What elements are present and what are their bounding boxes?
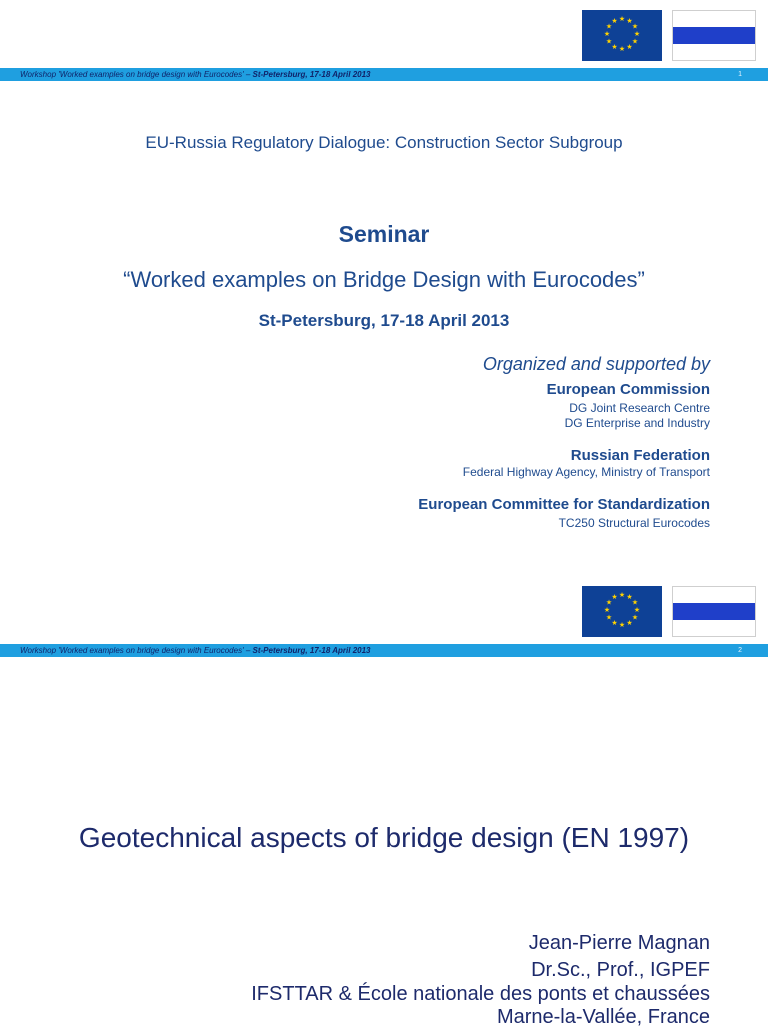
svg-text:★: ★ — [618, 621, 626, 629]
talk-title: Geotechnical aspects of bridge design (EN 1997) — [78, 822, 690, 853]
author-degrees: Dr.Sc., Prof., IGPEF — [531, 959, 710, 981]
page-number: 1 — [738, 71, 742, 78]
svg-text:★: ★ — [631, 37, 639, 46]
header-bar — [0, 644, 768, 657]
org-name: European Commission — [546, 381, 710, 398]
eu-flag-icon — [582, 10, 662, 61]
svg-text:★: ★ — [603, 30, 611, 38]
seminar-place-date: St-Petersburg, 17-18 April 2013 — [258, 311, 510, 330]
org-name: Russian Federation — [570, 447, 710, 464]
svg-text:★: ★ — [618, 15, 626, 23]
svg-text:★: ★ — [605, 22, 613, 31]
org-line: DG Enterprise and Industry — [564, 416, 710, 430]
header-workshop: Workshop 'Worked examples on bridge design with Eurocodes' – — [20, 646, 251, 655]
svg-text:★: ★ — [618, 45, 626, 53]
svg-text:★: ★ — [633, 30, 641, 38]
org-name: European Committee for Standardization — [418, 496, 710, 513]
header-text — [20, 69, 371, 80]
header-place-date: St-Petersburg, 17-18 April 2013 — [252, 70, 371, 79]
page-number: 2 — [738, 647, 742, 654]
svg-text:★: ★ — [626, 43, 633, 51]
svg-text:★: ★ — [626, 619, 633, 627]
svg-text:★: ★ — [603, 606, 611, 614]
header-place-date: St-Petersburg, 17-18 April 2013 — [252, 646, 371, 655]
svg-text:★: ★ — [605, 37, 613, 46]
slide-2 — [0, 576, 768, 1028]
author-affiliation: IFSTTAR & École nationale des ponts et chaussées — [251, 983, 710, 1005]
org-line: DG Joint Research Centre — [569, 401, 710, 415]
svg-text:★: ★ — [631, 22, 639, 31]
svg-text:★: ★ — [626, 593, 633, 601]
dialogue-title: EU-Russia Regulatory Dialogue: Construction Sector Subgroup — [145, 133, 623, 152]
svg-text:★: ★ — [611, 619, 618, 627]
organized-by: Organized and supported by — [482, 354, 710, 374]
svg-text:★: ★ — [611, 593, 618, 601]
seminar-heading: Seminar — [338, 221, 430, 247]
svg-text:★: ★ — [611, 17, 618, 25]
svg-text:★: ★ — [605, 613, 613, 622]
svg-text:★: ★ — [631, 613, 639, 622]
svg-text:★: ★ — [631, 598, 639, 607]
svg-text:★: ★ — [633, 606, 641, 614]
svg-text:★: ★ — [618, 591, 626, 599]
header-workshop: Workshop 'Worked examples on bridge design with Eurocodes' – — [20, 70, 251, 79]
seminar-subtitle: “Worked examples on Bridge Design with Eurocodes” — [123, 267, 645, 292]
russia-flag-icon — [672, 10, 756, 61]
svg-text:★: ★ — [626, 17, 633, 25]
svg-text:★: ★ — [605, 598, 613, 607]
org-line: TC250 Structural Eurocodes — [558, 516, 710, 530]
russia-flag-icon — [672, 586, 756, 637]
org-line: Federal Highway Agency, Ministry of Transport — [462, 465, 710, 479]
header-bar — [0, 68, 768, 81]
eu-flag-icon — [582, 586, 662, 637]
header-text — [20, 645, 371, 656]
svg-text:★: ★ — [611, 43, 618, 51]
author-location: Marne-la-Vallée, France — [496, 1006, 710, 1028]
author-name: Jean-Pierre Magnan — [528, 932, 710, 954]
